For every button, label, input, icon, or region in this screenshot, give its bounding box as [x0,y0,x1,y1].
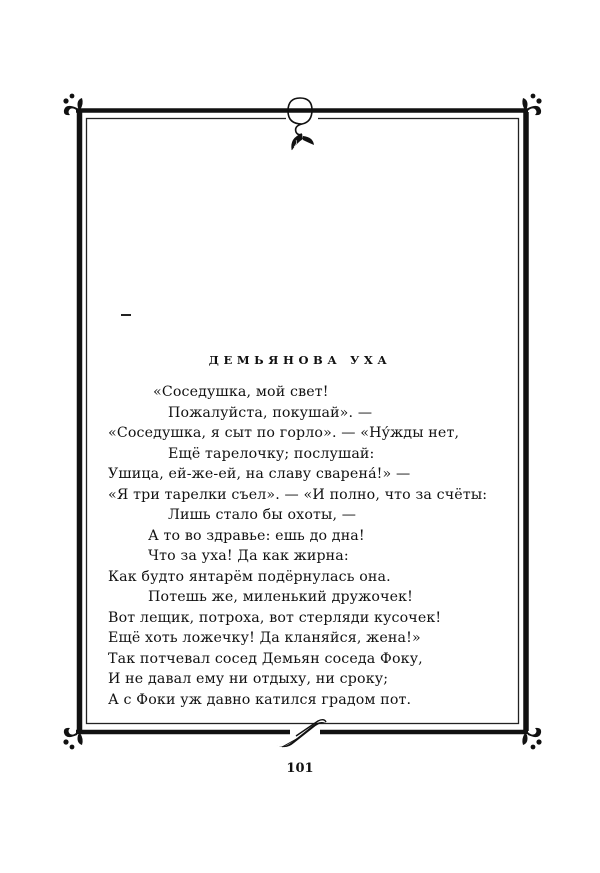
poem-title: ДЕМЬЯНОВА УХА [208,353,392,367]
poem-line: «Соседушка, я сыт по горло». — «Ну́жды нет, [108,425,460,441]
poem-line: Так потчевал сосед Демьян соседа Фоку, [108,650,423,667]
margin-mark [121,314,131,316]
poem-line: И не давал ему ни отдыху, ни сроку; [108,671,389,687]
poem-line: Вот лещик, потроха, вот стерляди кусочек! [108,609,442,626]
poem-line: А то во здравье: ешь до дна! [148,527,365,544]
poem-line: Потешь же, миленький дружочек! [148,589,414,605]
poem-line: Как будто янтарём подёрнулась она. [108,568,391,585]
poem-line: Ушица, ей-же-ей, на славу сварена́!» — [108,466,411,482]
poem-line: А с Фоки уж давно катился градом пот. [108,691,412,708]
poem-line: Пожалуйста, покушай». — [168,404,373,421]
poem-line: «Я три тарелки съел». — «И полно, что за счёты: [108,486,488,503]
poem-line: Ещё тарелочку; послушай: [168,445,375,462]
poem-line: «Соседушка, мой свет! [153,384,329,400]
top-leaf-ornament [286,98,318,150]
page-number: 101 [286,761,314,776]
poem-line: Лишь стало бы охоты, — [168,507,357,523]
poem-line: Что за уха! Да как жирна: [148,548,349,564]
poem-line: Ещё хоть ложечку! Да кланяйся, жена!» [108,630,421,646]
